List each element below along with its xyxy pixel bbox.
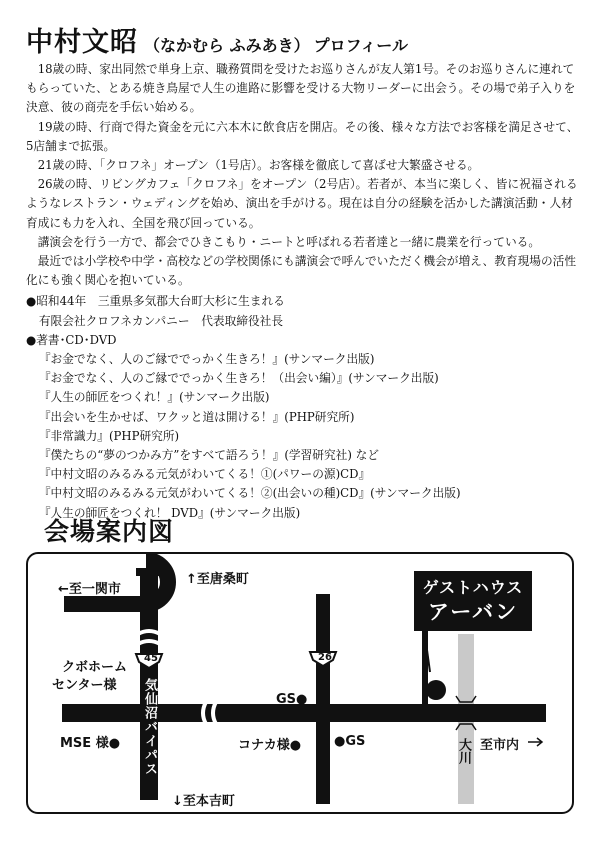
- bio-paragraph: 最近では小学校や中学・高校などの学校関係にも講演会で呼んでいただく機会が増え、教育現場の活性化にも強く関心を抱いている。: [26, 254, 577, 288]
- works-heading: ●著書･CD･DVD: [26, 332, 117, 347]
- work-item: 『人生の師匠をつくれ！』(サンマーク出版): [38, 390, 270, 405]
- kubo-home-center-label: センター様: [52, 678, 117, 693]
- route-45-road: [136, 568, 162, 576]
- river-label: 大川: [456, 738, 471, 764]
- bio-paragraph: 26歳の時、リビングカフェ「クロフネ」をオープン（2号店）。若者が、本当に楽しく、皆に祝福されるようなレストラン・ウェディングを始め、演出を手がける。現在は自分の経験を活かした講演活動・人材育成にも力を入れ、全国を飛び回っている。: [26, 177, 578, 230]
- profile-header: [26, 20, 586, 58]
- profile-facts: [26, 292, 582, 522]
- gs-south-label: ●GS: [334, 734, 366, 749]
- guesthouse-name-line2: アーバン: [427, 599, 519, 624]
- guesthouse-name-line1: ゲストハウス: [422, 578, 524, 597]
- birth-info: ●昭和44年 三重県多気郡大台町大杉に生まれる: [26, 294, 285, 309]
- to-motoyoshi-label: ↓至本吉町: [172, 794, 235, 809]
- bio-paragraph: 19歳の時、行商で得た資金を元に六本木に飲食店を開店。その後、様々な方法でお客様を満足させて、5店舗まで拡張。: [26, 119, 579, 153]
- work-item: 『出会いを生かせば、ワクッと道は開ける！』(PHP研究所): [38, 409, 355, 424]
- work-item: 『非常識力』(PHP研究所): [38, 428, 180, 443]
- gs-north-label: GS●: [276, 692, 308, 707]
- work-item: 『中村文昭のみるみる元気がわいてくる！②(出会いの種)CD』(サンマーク出版): [38, 486, 461, 501]
- guesthouse-callout: [414, 571, 532, 631]
- kubo-home-label: クボホーム: [62, 660, 128, 675]
- bio-paragraph: 21歳の時、「クロフネ」オープン（1号店）。お客様を徹底して喜ばせ大繁盛させる。: [37, 158, 480, 173]
- route-26-road: [316, 594, 330, 804]
- work-item: 『僕たちの“夢のつかみ方”をすべて語ろう！』(学習研究社) など: [38, 448, 379, 463]
- to-city-label: 至市内: [480, 738, 520, 753]
- company-info: 有限会社クロフネカンパニー 代表取締役社長: [38, 313, 284, 328]
- to-city-arrow: [528, 738, 542, 746]
- venue-map-title: 会場案内図: [44, 517, 175, 546]
- to-ichinoseki-label: ←至一関市: [58, 582, 121, 597]
- route-26-number: 26: [318, 652, 332, 663]
- work-item: 『お金でなく、人のご縁ででっかく生きろ！（出会い編）』(サンマーク出版): [38, 371, 439, 386]
- route-45-number: 45: [144, 653, 158, 664]
- bio-paragraph: 18歳の時、家出同然で単身上京、職務質問を受けたお巡りさんが友人第1号。そのお巡りさんに連れてもらっていた、とある焼き鳥屋で人生の進路に影響を受ける大物リーダーに出会う。その場で弟子入りを決意、彼の商売を手伝い始める。: [26, 62, 576, 115]
- work-item: 『お金でなく、人のご縁ででっかく生きろ！』(サンマーク出版): [38, 352, 375, 367]
- work-item: 『人生の師匠をつくれ！ DVD』(サンマーク出版): [38, 505, 301, 520]
- person-name-kana: （なかむら ふみあき）: [144, 36, 310, 55]
- work-item: 『中村文昭のみるみる元気がわいてくる！①(パワーの源)CD』: [38, 467, 371, 482]
- mse-label: MSE 様●: [60, 736, 121, 751]
- person-name: 中村文昭: [26, 27, 138, 58]
- bypass-label: 気仙沼バイパス: [142, 678, 157, 776]
- guesthouse-marker: [426, 680, 446, 700]
- venue-map: [26, 552, 574, 814]
- to-karakuwa-label: ↑至唐桑町: [186, 572, 249, 587]
- bio-paragraph: 講演会を行う一方で、都会でひきこもり・ニートと呼ばれる若者達と一緒に農業を行っている。: [37, 234, 541, 249]
- konaka-label: コナカ様●: [238, 738, 302, 753]
- profile-label: プロフィール: [313, 36, 408, 55]
- biography: [26, 60, 582, 523]
